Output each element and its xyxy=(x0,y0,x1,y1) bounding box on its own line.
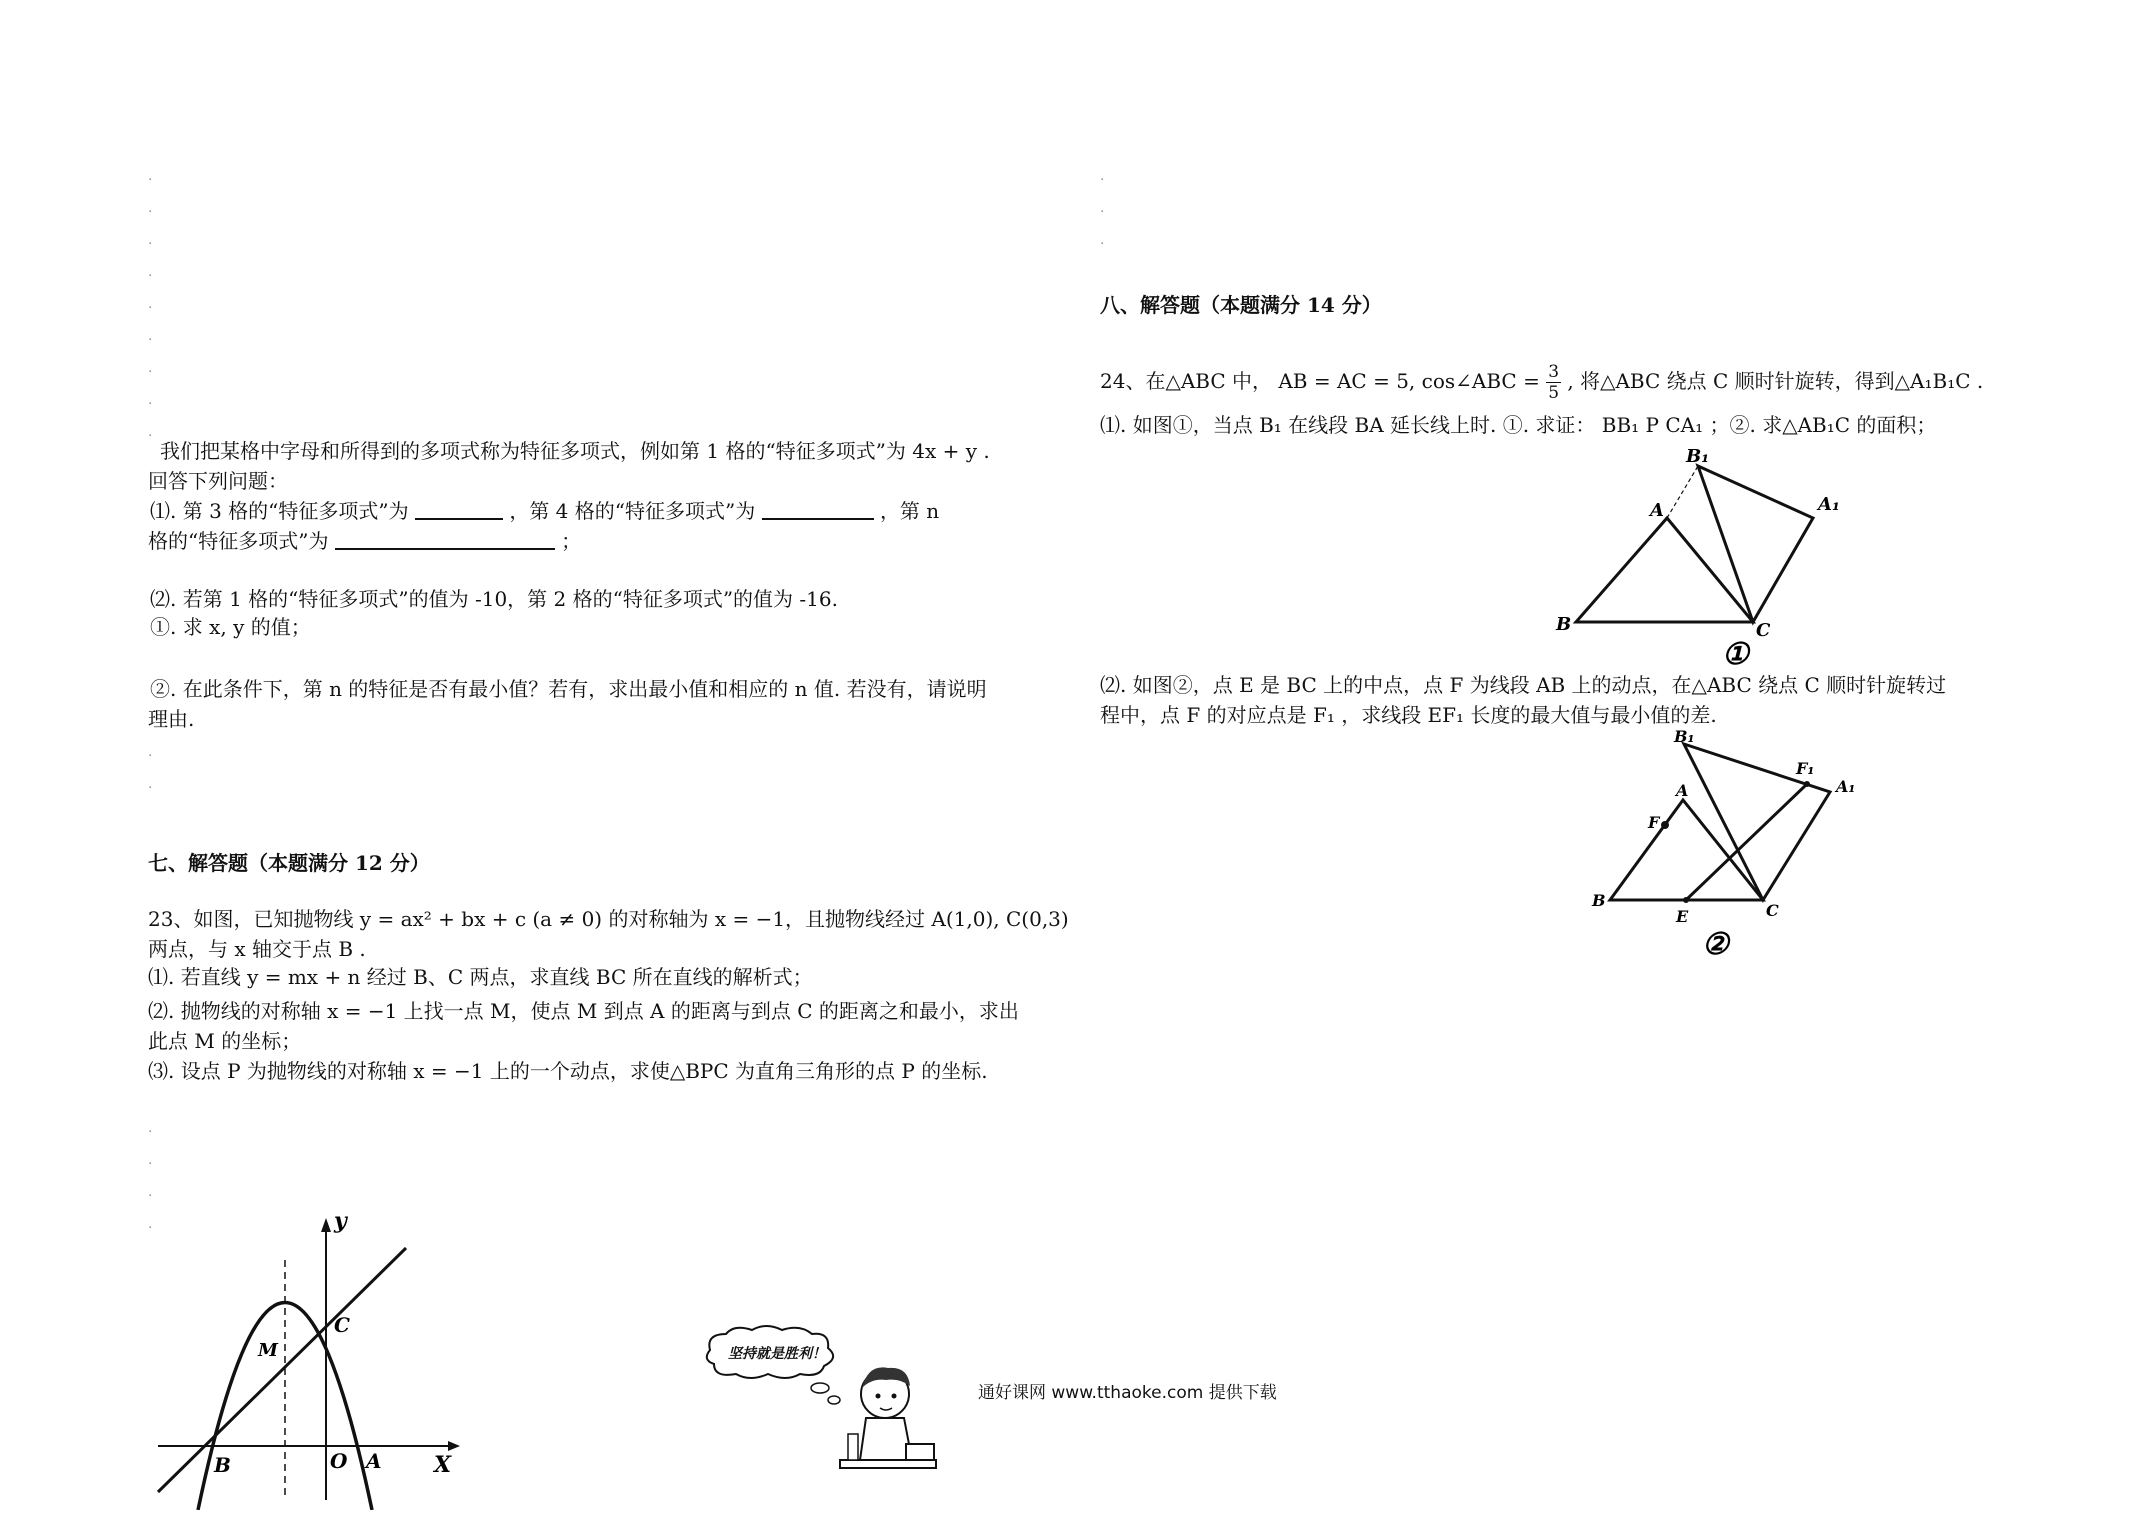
download-credit: 通好课网 www.tthaoke.com 提供下载 xyxy=(978,1383,1277,1403)
question-2-reason: 理由. xyxy=(148,707,195,731)
problem-23-part-3: ⑶. 设点 P 为抛物线的对称轴 x = −1 上的一个动点，求使△BPC 为直角三角形的点 P 的坐标. xyxy=(148,1059,988,1083)
fig2-number: ② xyxy=(1702,927,1729,960)
fig2-label-a: A xyxy=(1676,781,1689,800)
fig1-label-b1: B₁ xyxy=(1686,448,1710,467)
label-x: X xyxy=(434,1452,452,1478)
label-y: y xyxy=(334,1208,347,1234)
label-c: C xyxy=(334,1313,350,1337)
question-1 xyxy=(150,496,939,526)
problem-24-line-1 xyxy=(1100,362,1983,403)
margin-dots: . . . . . . . . . xyxy=(148,168,153,440)
fig2-label-c: C xyxy=(1766,901,1779,920)
q1-part-c: ，第 n xyxy=(879,499,940,523)
cloud-dot-1 xyxy=(811,1383,829,1393)
problem-24-part-2: ⑵. 如图②，点 E 是 BC 上的中点，点 F 为线段 AB 上的动点，在△ABC 绕点 C 顺时针旋转过 xyxy=(1100,673,1947,697)
figure-2 xyxy=(1580,728,1880,960)
problem-23-line-2: 两点，与 x 轴交于点 B . xyxy=(148,937,366,961)
question-2-part-2: ②. 在此条件下，第 n 的特征是否有最小值？若有，求出最小值和相应的 n 值. 若没有，请说明 xyxy=(150,677,987,701)
figure-1 xyxy=(1550,448,1880,670)
desk xyxy=(840,1460,936,1468)
point-e xyxy=(1683,897,1689,903)
fig2-label-f: F xyxy=(1648,813,1660,832)
label-b: B xyxy=(214,1453,231,1477)
intro-line-2: 回答下列问题： xyxy=(148,469,288,493)
answer-blank-3[interactable] xyxy=(335,528,555,550)
q1-part-b: ，第 4 格的“特征多项式”为 xyxy=(509,499,756,523)
right-column xyxy=(1100,0,2020,1518)
student-eye-left xyxy=(876,1394,881,1399)
segment-ef1 xyxy=(1686,784,1807,900)
student-eye-right xyxy=(892,1394,897,1399)
margin-dots-3: . . . . xyxy=(148,1120,153,1232)
problem-24-part-1: ⑴. 如图①，当点 B₁ 在线段 BA 延长线上时. ①. 求证： BB₁ P CA₁ ；②. 求△AB₁C 的面积； xyxy=(1100,413,1937,437)
extension-ba xyxy=(1667,466,1698,518)
triangle-abc xyxy=(1576,518,1753,622)
problem-23-line-1: 23、如图，已知抛物线 y = ax² + bx + c (a ≠ 0) 的对称轴为 x = −1，且抛物线经过 A(1,0), C(0,3) xyxy=(148,907,1069,931)
fig1-label-a: A xyxy=(1650,500,1664,521)
section-8-heading: 八、解答题（本题满分 14 分） xyxy=(1100,293,1382,317)
section-7-heading: 七、解答题（本题满分 12 分） xyxy=(148,851,430,875)
point-f xyxy=(1661,821,1669,829)
p24-text-b: , 将△ABC 绕点 C 顺时针旋转，得到△A₁B₁C . xyxy=(1567,369,1984,393)
fig1-label-c: C xyxy=(1756,620,1771,641)
left-column xyxy=(148,0,1069,1518)
problem-23-part-2: ⑵. 抛物线的对称轴 x = −1 上找一点 M，使点 M 到点 A 的距离与到点 C 的距离之和最小，求出 xyxy=(148,999,1019,1023)
parabola-figure xyxy=(148,1200,478,1510)
question-2-part-1: ①. 求 x, y 的值； xyxy=(150,615,311,639)
fig2-label-a1: A₁ xyxy=(1836,777,1856,796)
fig2-label-b1: B₁ xyxy=(1674,728,1695,746)
fig1-label-a1: A₁ xyxy=(1818,494,1840,515)
cloud-dot-2 xyxy=(828,1396,840,1404)
y-axis-arrow xyxy=(321,1218,331,1232)
problem-24-part-2-cont: 程中，点 F 的对应点是 F₁ ，求线段 EF₁ 长度的最大值与最小值的差. xyxy=(1100,703,1717,727)
microscope xyxy=(848,1434,858,1460)
fig1-number: ① xyxy=(1722,637,1749,670)
q1-part-d: 格的“特征多项式”为 xyxy=(148,529,329,553)
label-m: M xyxy=(258,1340,278,1361)
fraction-numerator: 3 xyxy=(1548,362,1560,382)
answer-blank-1[interactable] xyxy=(415,498,503,520)
problem-23-part-1: ⑴. 若直线 y = mx + n 经过 B、C 两点，求直线 BC 所在直线的解析式； xyxy=(148,965,813,989)
x-axis-arrow xyxy=(448,1441,460,1451)
label-o: O xyxy=(330,1449,348,1473)
right-margin-dots: . . . xyxy=(1100,168,1105,248)
problem-23-part-2-cont: 此点 M 的坐标； xyxy=(148,1029,302,1053)
question-1-cont xyxy=(148,526,581,556)
q1-part-a: ⑴. 第 3 格的“特征多项式”为 xyxy=(150,499,409,523)
book xyxy=(906,1444,934,1460)
cos-fraction xyxy=(1546,362,1561,403)
question-2: ⑵. 若第 1 格的“特征多项式”的值为 -10，第 2 格的“特征多项式”的值为 -16. xyxy=(150,587,838,611)
fig1-label-b: B xyxy=(1556,614,1572,635)
intro-line-1: 我们把某格中字母和所得到的多项式称为特征多项式，例如第 1 格的“特征多项式”为 4x + y . xyxy=(160,439,990,463)
q1-part-e: ； xyxy=(561,529,582,553)
fraction-denominator: 5 xyxy=(1548,383,1560,403)
margin-dots-2: . . xyxy=(148,744,153,792)
p24-text-a: 24、在△ABC 中， AB = AC = 5, cos∠ABC = xyxy=(1100,369,1540,393)
label-a: A xyxy=(366,1449,382,1473)
triangle-a1b1c xyxy=(1698,466,1813,622)
fig2-label-f1: F₁ xyxy=(1796,759,1815,778)
student-body xyxy=(860,1418,912,1460)
fig2-label-b: B xyxy=(1592,891,1606,910)
answer-blank-2[interactable] xyxy=(762,498,874,520)
fig2-label-e: E xyxy=(1676,907,1689,926)
student-cartoon xyxy=(700,1322,940,1482)
point-f1 xyxy=(1804,781,1810,787)
bubble-text: 坚持就是胜利！ xyxy=(728,1346,826,1362)
